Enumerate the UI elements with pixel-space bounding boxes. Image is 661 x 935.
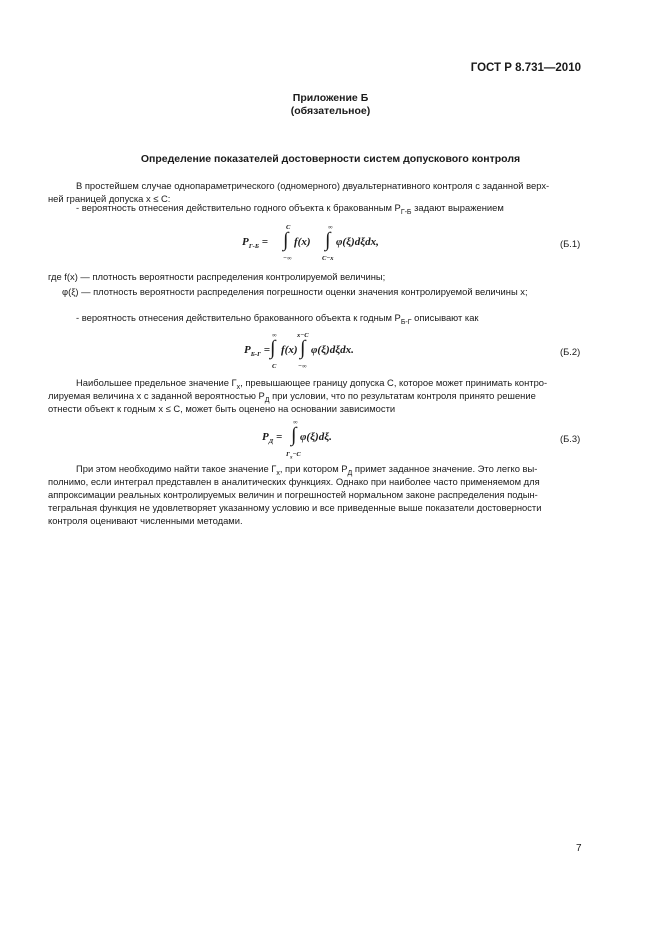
f2-lhs: P — [244, 344, 251, 356]
f1-int2-lower: C−x — [322, 255, 334, 262]
f3-integral: ∫ — [291, 424, 297, 446]
f3-int-lower-sub: x — [289, 455, 293, 461]
f3-lhs-sub: Д — [268, 438, 274, 446]
para2-line2-text: лируемая величина x с заданной вероятностью P — [48, 390, 265, 401]
f1-integral-2: ∫ — [325, 229, 331, 251]
appendix-title: Приложение Б — [292, 92, 369, 104]
f1-eq: = — [261, 236, 268, 248]
bullet2-text: - вероятность отнесения действительно бракованного объекта к годным P — [76, 312, 401, 323]
f2-int1-upper: ∞ — [272, 332, 277, 339]
f2-integral-1: ∫ — [270, 337, 276, 359]
bullet1 — [76, 201, 504, 220]
bullet2-sub: Б-Г — [400, 318, 412, 326]
bullet1-tail: задают выражением — [411, 202, 504, 213]
bullet1-sub: Г-Б — [400, 208, 412, 216]
f2-lhs-sub: Б-Г — [250, 351, 261, 359]
bullet2 — [76, 311, 479, 330]
f1-lhs-sub: Г-Б — [248, 243, 259, 251]
f1-lhs: P — [242, 236, 249, 248]
f2-int1-lower: C — [272, 363, 277, 370]
para3-line1-text: При этом необходимо найти такое значение Г — [76, 463, 277, 474]
para2-line3: отнести объект к годным x ≤ C, может быть оценено на основании зависимости — [48, 403, 396, 414]
page-number: 7 — [576, 843, 582, 854]
f3-int-upper: ∞ — [293, 419, 298, 426]
bullet1-text: - вероятность отнесения действительно годного объекта к бракованным P — [76, 202, 401, 213]
f1-integral-1: ∫ — [283, 229, 289, 251]
where-line2: φ(ξ) — плотность вероятности распределения погрешности оценки значения контролируемой величины x; — [62, 286, 528, 297]
para2-line1-sub: x — [236, 383, 241, 391]
section-title: Определение показателей достоверности систем допускового контроля — [140, 153, 521, 165]
f3-eq: = — [275, 431, 283, 443]
para1-line2: ней границей допуска x ≤ C: — [48, 193, 171, 204]
f2-body2: φ(ξ)dξdx. — [311, 344, 354, 356]
where-line1: где f(x) — плотность вероятности распределения контролируемой величины; — [48, 271, 386, 282]
para2-line2-tail: при условии, что по результатам контроля принято решение — [269, 390, 536, 401]
para1-line1: В простейшем случае однопараметрического (одномерного) двуальтернативного контроля с заданной верх- — [76, 180, 550, 191]
f1-int1-upper: C — [286, 224, 291, 231]
para3-line1-tail: примет заданное значение. Это легко вы- — [352, 463, 538, 474]
f2-int2-lower: −∞ — [298, 363, 307, 370]
f3-int-lower — [286, 451, 301, 460]
formula-b1 — [242, 236, 268, 250]
appendix-subtitle: (обязательное) — [290, 105, 371, 117]
para3-line4: тегральная функция не удовлетворяет указанному условию и все приведенные выше показатели достоверности — [48, 502, 542, 513]
f3-body: φ(ξ)dξ. — [300, 431, 332, 443]
para3-line5: контроля оценивают численными методами. — [48, 515, 243, 526]
f1-int1-lower: −∞ — [283, 255, 292, 262]
para3-line2: полнимо, если интеграл представлен в аналитических функциях. Однако при наиболее часто применяемом для — [48, 476, 540, 487]
para2-line2-sub: Д — [264, 396, 270, 404]
formula-b2-number: (Б.2) — [560, 346, 581, 357]
f3-int-lower-main: Г — [286, 451, 290, 458]
bullet2-tail: описывают как — [411, 312, 479, 323]
formula-b3-number: (Б.3) — [560, 433, 581, 444]
f3-lhs: P — [262, 431, 269, 443]
formula-b2 — [244, 344, 270, 358]
para3-line3: аппроксимации реальных контролируемых величин и погрешностей нормальном законе распределения подын- — [48, 489, 538, 500]
para3-line1-sub2: Д — [347, 469, 353, 477]
f2-int2-upper: x−C — [297, 332, 309, 339]
f1-int2-upper: ∞ — [328, 224, 333, 231]
para3-line1-mid: , при котором P — [279, 463, 348, 474]
f3-int-lower-tail: −C — [292, 451, 301, 458]
para3-line1-sub: x — [276, 469, 280, 477]
formula-b1-number: (Б.1) — [560, 238, 581, 249]
para2-line1-tail: , превышающее границу допуска C, которое может принимать контро- — [240, 377, 548, 388]
para2-line1-text: Наибольшее предельное значение Г — [76, 377, 237, 388]
f2-integral-2: ∫ — [300, 337, 306, 359]
f1-body1: f(x) — [294, 236, 311, 248]
f2-body1: f(x) — [281, 344, 298, 356]
f1-body2: φ(ξ)dξdx, — [336, 236, 379, 248]
document-code: ГОСТ Р 8.731—2010 — [470, 62, 581, 74]
f2-eq: = — [263, 344, 270, 356]
formula-b3 — [262, 431, 282, 445]
